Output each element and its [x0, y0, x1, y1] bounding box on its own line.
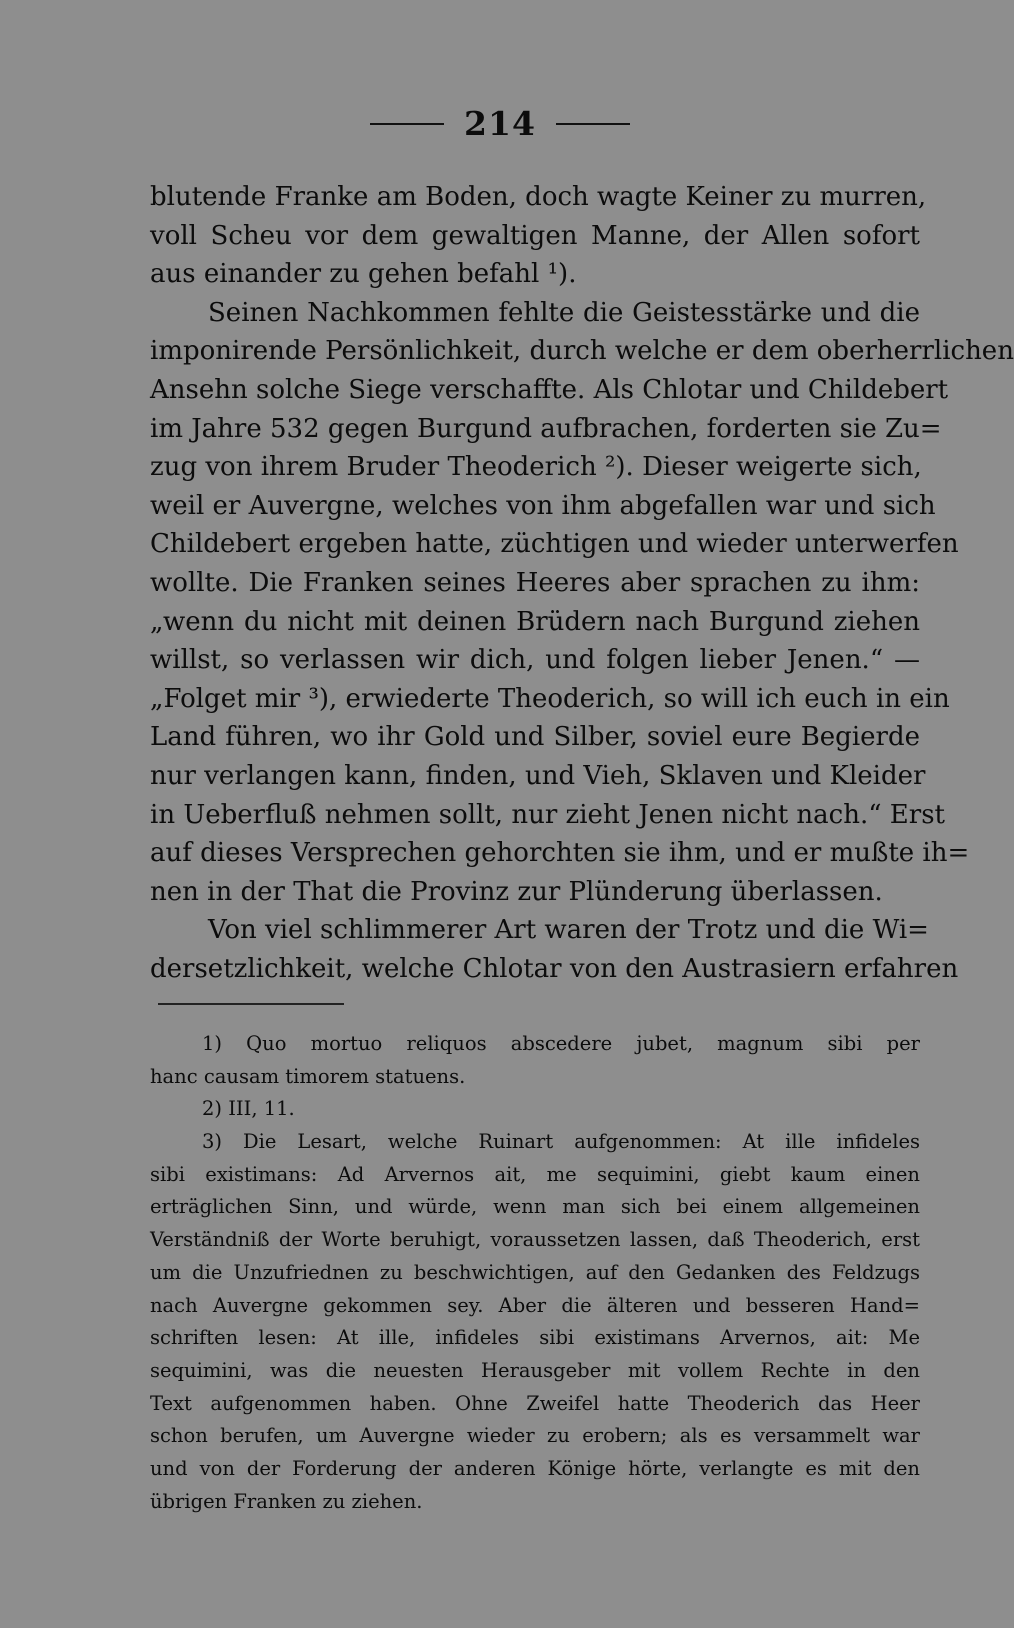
footnote-line: hanc causam timorem statuens. [150, 1064, 466, 1088]
main-text [150, 178, 1014, 988]
page-header [0, 104, 1000, 143]
footnote-line: übrigen Franken zu ziehen. [150, 1489, 423, 1513]
footnote-line: und von der Forderung der anderen Könige hörte, verlangte es mit den [150, 1456, 920, 1480]
text-line: nen in der That die Provinz zur Plünderung überlassen. [150, 876, 883, 907]
header-rule-right [556, 123, 630, 125]
text-line: dersetzlichkeit, welche Chlotar von den Austrasiern erfahren [150, 953, 959, 984]
footnote-line: schon berufen, um Auvergne wieder zu erobern; als es versammelt war [150, 1424, 920, 1448]
footnote-line: sequimini, was die neuesten Herausgeber mit vollem Rechte in den [150, 1358, 920, 1382]
text-line: willst, so verlassen wir dich, und folgen lieber Jenen.“ — [150, 645, 920, 676]
footnotes [150, 1028, 920, 1518]
text-line: weil er Auvergne, welches von ihm abgefallen war und sich [150, 490, 936, 521]
footnote-line: um die Unzufriednen zu beschwichtigen, auf den Gedanken des Feldzugs [150, 1260, 920, 1284]
text-line: wollte. Die Franken seines Heeres aber sprachen zu ihm: [150, 567, 920, 598]
footnote-line: 1) Quo mortuo reliquos abscedere jubet, magnum sibi per [202, 1032, 920, 1055]
text-line: auf dieses Versprechen gehorchten sie ihm, und er mußte ih= [150, 838, 970, 869]
text-line: Childebert ergeben hatte, züchtigen und wieder unterwerfen [150, 529, 959, 560]
text-line: im Jahre 532 gegen Burgund aufbrachen, forderten sie Zu= [150, 413, 942, 444]
text-line: Seinen Nachkommen fehlte die Geistesstärke und die [208, 297, 920, 328]
footnote-line: sibi existimans: Ad Arvernos ait, me sequimini, giebt kaum einen [150, 1162, 920, 1186]
text-line: Land führen, wo ihr Gold und Silber, soviel eure Begierde [150, 722, 920, 753]
footnote-line: erträglichen Sinn, und würde, wenn man sich bei einem allgemeinen [150, 1195, 920, 1219]
footnote-line: Verständniß der Worte beruhigt, voraussetzen lassen, daß Theoderich, erst [150, 1228, 920, 1252]
footnote-line: schriften lesen: At ille, infideles sibi existimans Arvernos, ait: Me [150, 1326, 920, 1350]
header-rule-left [370, 123, 444, 125]
text-line: nur verlangen kann, finden, und Vieh, Sklaven und Kleider [150, 760, 926, 791]
text-line: Ansehn solche Siege verschaffte. Als Chlotar und Childebert [150, 374, 949, 405]
footnote-line: 2) III, 11. [202, 1097, 295, 1121]
text-line: Von viel schlimmerer Art waren der Trotz und die Wi= [208, 915, 929, 946]
text-line: zug von ihrem Bruder Theoderich ²). Dieser weigerte sich, [150, 452, 922, 483]
footnote-line: 3) Die Lesart, welche Ruinart aufgenommen: At ille infideles [202, 1130, 920, 1154]
footnote-line: Text aufgenommen haben. Ohne Zweifel hatte Theoderich das Heer [150, 1391, 920, 1415]
footnote-separator [158, 1003, 344, 1005]
footnote-line: nach Auvergne gekommen sey. Aber die älteren und besseren Hand= [150, 1293, 920, 1317]
page-number: 214 [464, 104, 536, 143]
text-line: aus einander zu gehen befahl ¹). [150, 259, 577, 290]
text-line: in Ueberfluß nehmen sollt, nur zieht Jenen nicht nach.“ Erst [150, 799, 945, 830]
text-line: blutende Franke am Boden, doch wagte Keiner zu murren, [150, 182, 927, 212]
text-line: „wenn du nicht mit deinen Brüdern nach Burgund ziehen [150, 606, 920, 637]
text-line: imponirende Persönlichkeit, durch welche er dem oberherrlichen [150, 336, 1014, 367]
text-line: „Folget mir ³), erwiederte Theoderich, so will ich euch in ein [150, 683, 950, 714]
text-line: voll Scheu vor dem gewaltigen Manne, der Allen sofort [150, 220, 920, 251]
